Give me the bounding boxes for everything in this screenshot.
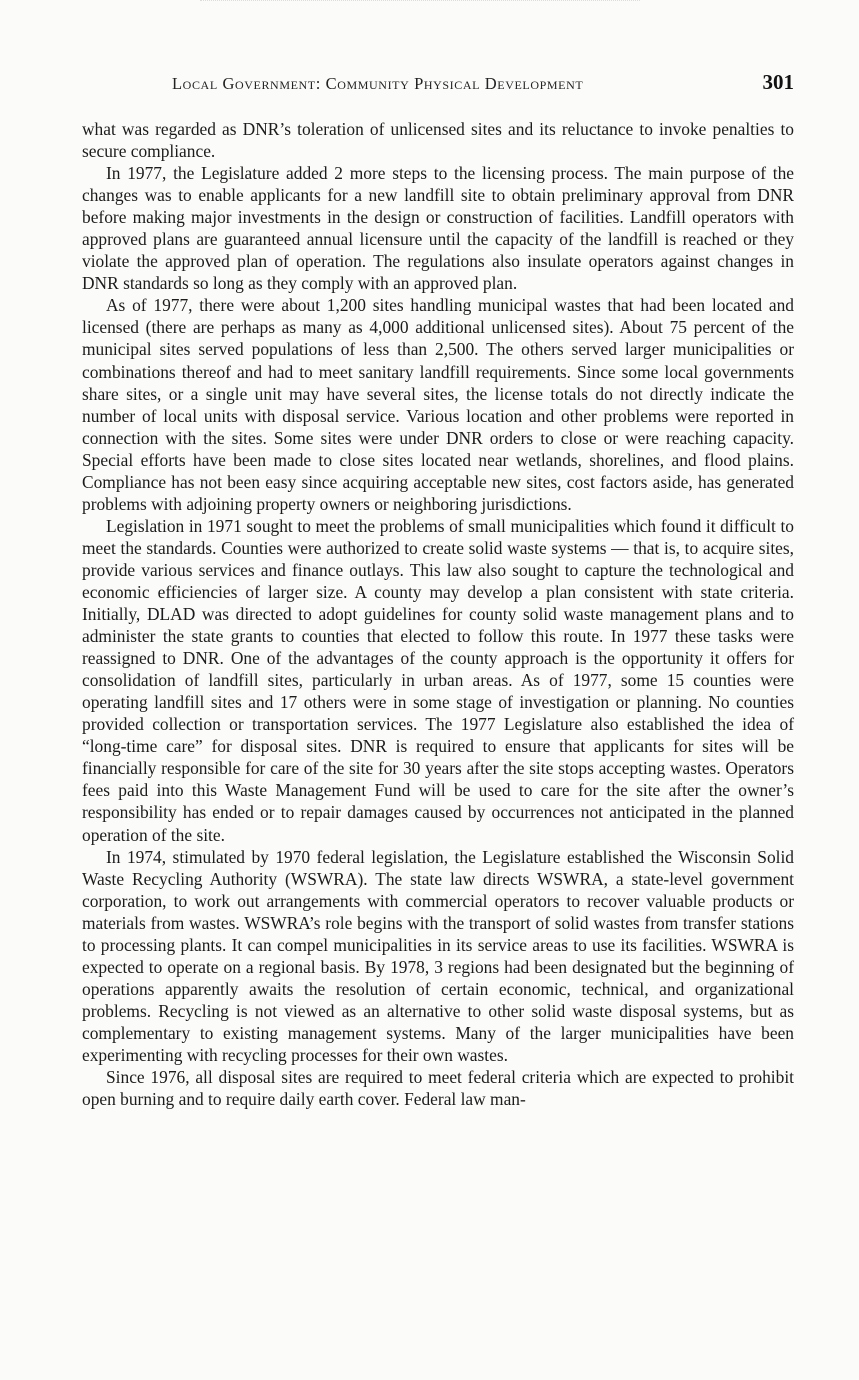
- running-header: [82, 70, 794, 98]
- paragraph-recycling-authority: In 1974, stimulated by 1970 federal legislation, the Legislature established the Wisconsin Solid Waste Recycling Authority (WSWRA). The state law directs WSWRA, a state-level government corporation, to work out arrangements with commercial operators to recover valuable products or materials from wastes. WSWRA’s role begins with the transport of solid wastes from transfer stations to processing plants. It can compel municipalities in its service areas to use its facilities. WSWRA is expected to operate on a regional basis. By 1978, 3 regions had been designated but the beginning of operations apparently awaits the resolution of certain economic, technical, and organizational problems. Recycling is not viewed as an alternative to other solid waste disposal systems, but as complementary to existing management systems. Many of the larger municipalities have been experimenting with recycling processes for their own wastes.: [82, 846, 794, 1065]
- paragraph-licensing-steps: In 1977, the Legislature added 2 more steps to the licensing process. The main purpose of the changes was to enable applicants for a new landfill site to obtain preliminary approval from DNR before making major investments in the design or construction of facilities. Landfill operators with approved plans are guaranteed annual licensure until the capacity of the landfill is reached or they violate the approved plan of operation. The regulations also insulate operators against changes in DNR standards so long as they comply with an approved plan.: [82, 163, 794, 294]
- body-text: [82, 118, 794, 1110]
- page-number: 301: [762, 70, 794, 94]
- paragraph-municipal-sites: As of 1977, there were about 1,200 sites handling municipal wastes that had been located and licensed (there are perhaps as many as 4,000 additional unlicensed sites). About 75 percent of the municipal sites served populations of less than 2,500. The others served larger municipalities or combinations thereof and had to meet sanitary landfill requirements. Since some local governments share sites, or a single unit may have several sites, the license totals do not directly indicate the number of local units with disposal service. Various location and other problems were reported in connection with the sites. Some sites were under DNR orders to close or were reaching capacity. Special efforts have been made to close sites located near wetlands, shorelines, and flood plains. Compliance has not been easy since acquiring acceptable new sites, cost factors aside, has generated problems with adjoining property owners or neighboring jurisdictions.: [82, 295, 794, 514]
- paragraph-federal-criteria: Since 1976, all disposal sites are required to meet federal criteria which are expected to prohibit open burning and to require daily earth cover. Federal law man-: [82, 1067, 794, 1110]
- running-title: Local Government: Community Physical Development: [172, 74, 584, 93]
- scan-artifact-marks: [200, 0, 640, 9]
- paragraph-continuation: what was regarded as DNR’s toleration of unlicensed sites and its reluctance to invoke penalties to secure compliance.: [82, 119, 794, 162]
- paragraph-county-systems: Legislation in 1971 sought to meet the problems of small municipalities which found it difficult to meet the standards. Counties were authorized to create solid waste systems — that is, to acquire sites, provide various services and finance outlays. This law also sought to capture the technological and economic efficiencies of larger size. A county may develop a plan consistent with state criteria. Initially, DLAD was directed to adopt guidelines for county solid waste management plans and to administer the state grants to counties that elected to follow this route. In 1977 these tasks were reassigned to DNR. One of the advantages of the county approach is the opportunity it offers for consolidation of landfill sites, particularly in urban areas. As of 1977, some 15 counties were operating landfill sites and 17 others were in some stage of investigation or planning. No counties provided collection or transportation services. The 1977 Legislature also established the idea of “long-time care” for disposal sites. DNR is required to ensure that applicants for sites will be financially responsible for care of the site for 30 years after the site stops accepting wastes. Operators fees paid into this Waste Management Fund will be used to care for the site after the owner’s responsibility has ended or to repair damages caused by occurrences not anticipated in the planned operation of the site.: [82, 515, 794, 845]
